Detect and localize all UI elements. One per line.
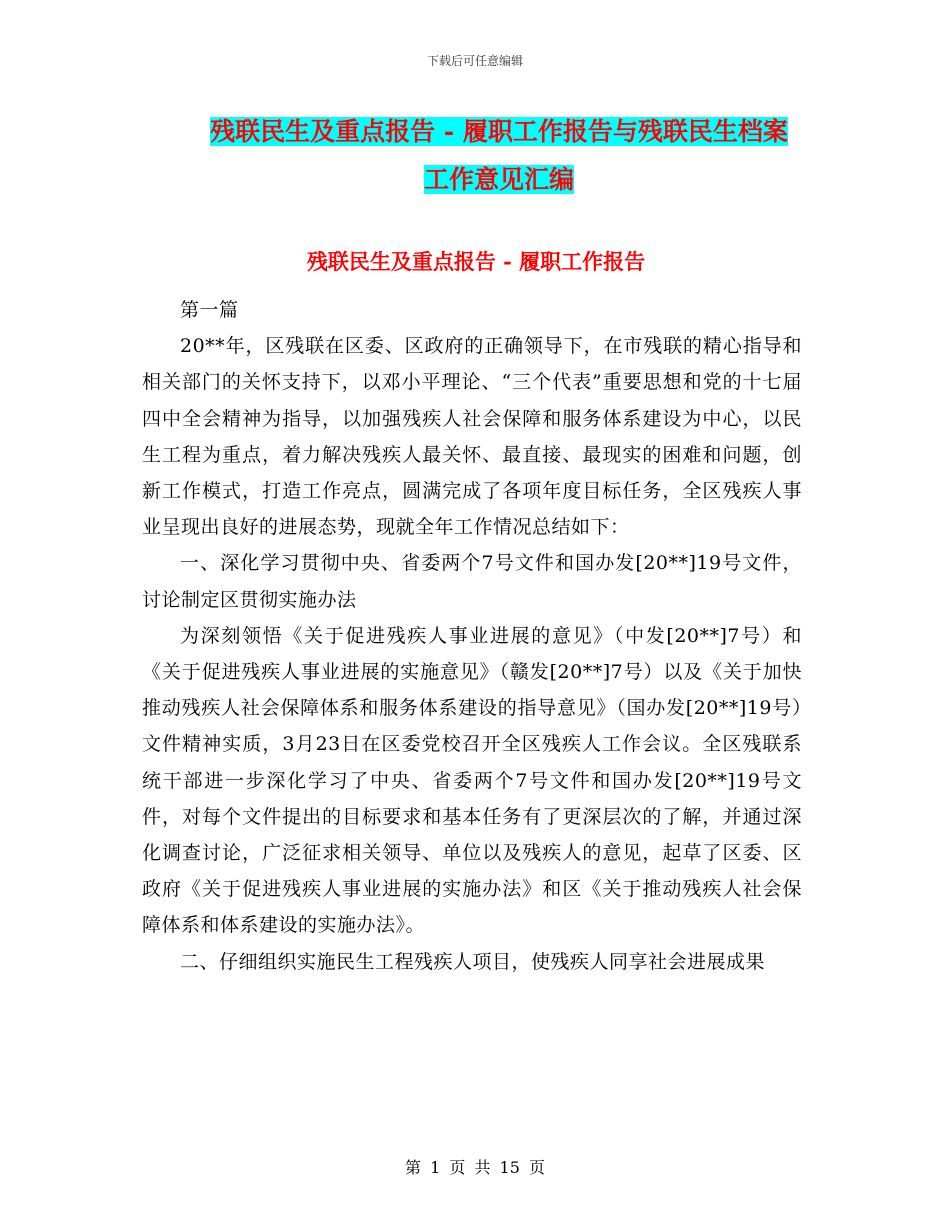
paragraph: 第一篇 — [180, 299, 239, 321]
document-body — [142, 292, 802, 980]
title-line-1: 残联民生及重点报告 - 履职工作报告与残联民生档案 — [210, 117, 788, 146]
section-title: 残联民生及重点报告 - 履职工作报告 — [306, 249, 646, 274]
title-line-2: 工作意见汇编 — [423, 165, 574, 194]
header-note: 下载后可任意编辑 — [426, 54, 523, 68]
paragraph: 20**年，区残联在区委、区政府的正确领导下，在市残联的精心指导和相关部门的关怀支持下，以邓小平理论、“三个代表”重要思想和党的十七届四中全会精神为指导，以加强残疾人社会保障和服务体系建设为中心，以民生工程为重点，着力解决残疾人最关怀、最直接、最现实的困难和问题，创新工作模式，打造工作亮点，圆满完成了各项年度目标任务，全区残疾人事业呈现出良好的进展态势，现就全年工作情况总结如下： — [142, 335, 802, 539]
paragraph: 为深刻领悟《关于促进残疾人事业进展的意见》（中发[20**]7号）和《关于促进残疾人事业进展的实施意见》（赣发[20**]7号）以及《关于加快推动残疾人社会保障体系和服务体系建设的指导意见》（国办发[20**]19号）文件精神实质，3月23日在区委党校召开全区残疾人工作会议。全区残联系统干部进一步深化学习了中央、省委两个7号文件和国办发[20**]19号文件，对每个文件提出的目标要求和基本任务有了更深层次的了解，并通过深化调查讨论，广泛征求相关领导、单位以及残疾人的意见，起草了区委、区政府《关于促进残疾人事业进展的实施办法》和区《关于推动残疾人社会保障体系和体系建设的实施办法》。 — [142, 624, 802, 937]
document-title — [140, 108, 858, 204]
page-number: 第 1 页 共 15 页 — [405, 1158, 545, 1177]
paragraph: 二、仔细组织实施民生工程残疾人项目，使残疾人同享社会进展成果 — [180, 950, 766, 973]
paragraph: 一、深化学习贯彻中央、省委两个7号文件和国办发[20**]19号文件，讨论制定区贯彻实施办法 — [142, 552, 802, 611]
